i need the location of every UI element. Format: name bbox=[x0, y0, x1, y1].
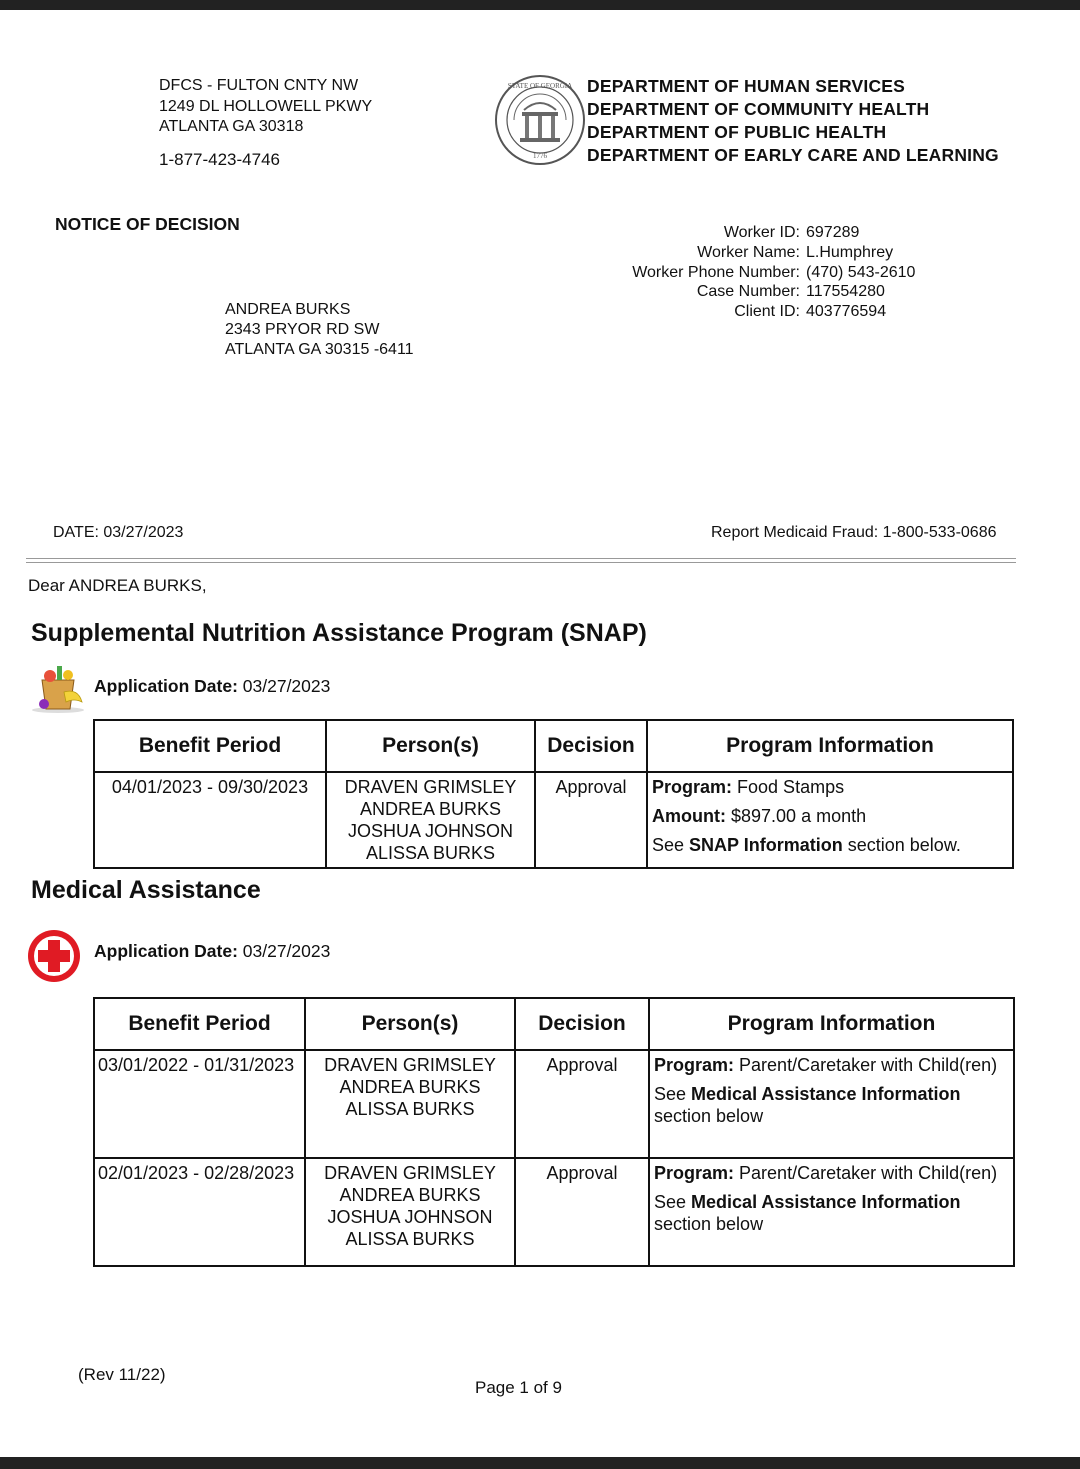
medical-application-date bbox=[94, 941, 330, 962]
person-name: DRAVEN GRIMSLEY bbox=[344, 777, 517, 797]
salutation: Dear ANDREA BURKS, bbox=[28, 576, 207, 595]
table-row bbox=[94, 772, 1013, 868]
person-name: DRAVEN GRIMSLEY bbox=[324, 1163, 496, 1183]
department-list bbox=[587, 75, 999, 167]
department-name: DEPARTMENT OF COMMUNITY HEALTH bbox=[587, 99, 930, 119]
table-row bbox=[94, 1158, 1014, 1266]
department-name: DEPARTMENT OF EARLY CARE AND LEARNING bbox=[587, 145, 999, 165]
amount-label: Amount: bbox=[652, 806, 726, 826]
application-date-value: 03/27/2023 bbox=[242, 941, 331, 961]
person-name: ANDREA BURKS bbox=[339, 1185, 481, 1205]
see-text: section below bbox=[654, 1214, 764, 1234]
worker-value: L.Humphrey bbox=[806, 243, 894, 261]
top-bar bbox=[0, 0, 1080, 10]
worker-label: Worker Phone Number: bbox=[632, 263, 800, 281]
column-header: Decision bbox=[535, 720, 647, 772]
program-value: Parent/Caretaker with Child(ren) bbox=[739, 1055, 998, 1075]
recipient-street: 2343 PRYOR RD SW bbox=[225, 320, 380, 338]
see-text: See bbox=[652, 835, 685, 855]
revision-note: (Rev 11/22) bbox=[78, 1365, 166, 1384]
divider bbox=[26, 558, 1016, 563]
column-header: Benefit Period bbox=[94, 998, 305, 1050]
persons-cell bbox=[305, 1158, 515, 1266]
program-label: Program: bbox=[652, 777, 733, 797]
see-section-name: SNAP Information bbox=[689, 835, 843, 855]
program-value: Parent/Caretaker with Child(ren) bbox=[739, 1163, 998, 1183]
persons-cell bbox=[326, 772, 535, 868]
benefit-period: 02/01/2023 - 02/28/2023 bbox=[94, 1158, 305, 1266]
worker-label: Worker ID: bbox=[723, 224, 800, 241]
see-section-name: Medical Assistance Information bbox=[691, 1192, 961, 1212]
person-name: ALISSA BURKS bbox=[345, 1099, 475, 1119]
office-name: DFCS - FULTON CNTY NW bbox=[159, 77, 359, 94]
person-name: ANDREA BURKS bbox=[339, 1077, 481, 1097]
amount-value: $897.00 a month bbox=[731, 806, 867, 826]
worker-value: 403776594 bbox=[806, 303, 887, 321]
recipient-city: ATLANTA GA 30315 -6411 bbox=[225, 340, 414, 358]
office-street: 1249 DL HOLLOWELL PKWY bbox=[159, 97, 373, 115]
worker-label: Case Number: bbox=[696, 283, 800, 301]
column-header: Person(s) bbox=[305, 998, 515, 1050]
bottom-bar bbox=[0, 1457, 1080, 1469]
worker-label: Client ID: bbox=[734, 303, 800, 321]
table-row bbox=[94, 1050, 1014, 1158]
program-info-cell bbox=[647, 772, 1013, 868]
program-value: Food Stamps bbox=[737, 777, 845, 797]
decision-cell: Approval bbox=[515, 1158, 649, 1266]
application-date-label: Application Date: bbox=[94, 941, 238, 961]
program-label: Program: bbox=[654, 1055, 735, 1075]
program-info-cell bbox=[649, 1050, 1014, 1158]
person-name: JOSHUA JOHNSON bbox=[347, 821, 514, 841]
medical-section-title: Medical Assistance bbox=[31, 876, 261, 904]
svg-text:STATE OF GEORGIA: STATE OF GEORGIA bbox=[507, 82, 573, 90]
office-phone: 1-877-423-4746 bbox=[159, 149, 280, 169]
page-number: Page 1 of 9 bbox=[475, 1378, 562, 1397]
person-name: JOSHUA JOHNSON bbox=[327, 1207, 493, 1227]
worker-value: 697289 bbox=[806, 224, 860, 241]
see-text: section below bbox=[654, 1106, 764, 1126]
georgia-state-seal-icon bbox=[494, 74, 586, 166]
table-header-row bbox=[94, 720, 1013, 772]
recipient-name: ANDREA BURKS bbox=[225, 301, 351, 318]
see-text: See bbox=[654, 1192, 687, 1212]
medical-cross-icon bbox=[26, 928, 82, 984]
see-section-name: Medical Assistance Information bbox=[691, 1084, 961, 1104]
worker-info bbox=[600, 223, 915, 322]
column-header: Person(s) bbox=[326, 720, 535, 772]
recipient-address bbox=[225, 300, 414, 359]
persons-cell bbox=[305, 1050, 515, 1158]
snap-decision-table bbox=[93, 719, 1014, 869]
fraud-hotline: Report Medicaid Fraud: 1-800-533-0686 bbox=[711, 524, 997, 541]
column-header: Program Information bbox=[647, 720, 1013, 772]
snap-section-title: Supplemental Nutrition Assistance Program (SNAP) bbox=[31, 619, 647, 647]
department-name: DEPARTMENT OF HUMAN SERVICES bbox=[587, 76, 906, 96]
notice-title: NOTICE OF DECISION bbox=[55, 214, 240, 234]
worker-label: Worker Name: bbox=[697, 243, 800, 261]
department-name: DEPARTMENT OF PUBLIC HEALTH bbox=[587, 122, 887, 142]
person-name: DRAVEN GRIMSLEY bbox=[324, 1055, 496, 1075]
see-text: section below. bbox=[847, 835, 961, 855]
column-header: Program Information bbox=[649, 998, 1014, 1050]
office-address bbox=[159, 76, 372, 170]
decision-cell: Approval bbox=[515, 1050, 649, 1158]
snap-application-date bbox=[94, 676, 330, 697]
application-date-value: 03/27/2023 bbox=[242, 676, 331, 696]
program-label: Program: bbox=[654, 1163, 735, 1183]
application-date-label: Application Date: bbox=[94, 676, 238, 696]
office-city: ATLANTA GA 30318 bbox=[159, 118, 304, 135]
person-name: ANDREA BURKS bbox=[359, 799, 502, 819]
worker-value: 117554280 bbox=[806, 283, 885, 301]
notice-date: DATE: 03/27/2023 bbox=[53, 524, 184, 541]
column-header: Benefit Period bbox=[94, 720, 326, 772]
worker-value: (470) 543-2610 bbox=[806, 263, 916, 281]
see-text: See bbox=[654, 1084, 687, 1104]
grocery-bag-icon bbox=[30, 662, 86, 714]
person-name: ALISSA BURKS bbox=[345, 1229, 475, 1249]
benefit-period: 03/01/2022 - 01/31/2023 bbox=[94, 1050, 305, 1158]
person-name: ALISSA BURKS bbox=[365, 843, 496, 863]
benefit-period: 04/01/2023 - 09/30/2023 bbox=[94, 772, 326, 868]
column-header: Decision bbox=[515, 998, 649, 1050]
table-header-row bbox=[94, 998, 1014, 1050]
medical-decision-table bbox=[93, 997, 1015, 1267]
decision-cell: Approval bbox=[535, 772, 647, 868]
svg-text:1776: 1776 bbox=[533, 152, 547, 160]
program-info-cell bbox=[649, 1158, 1014, 1266]
